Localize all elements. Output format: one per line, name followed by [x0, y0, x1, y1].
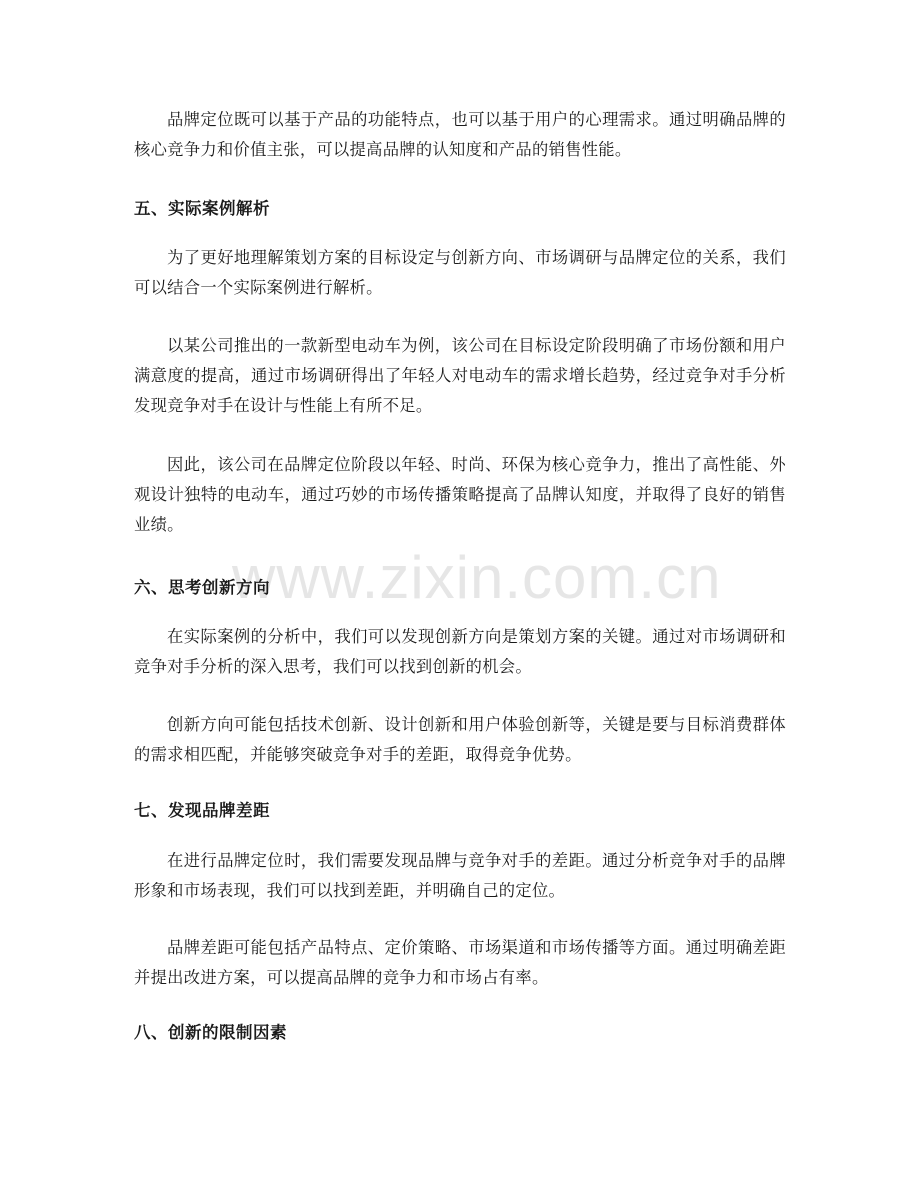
paragraph-case-result: 因此，该公司在品牌定位阶段以年轻、时尚、环保为核心竞争力，推出了高性能、外观设计独特的电动车，通过巧妙的市场传播策略提高了品牌认知度，并取得了良好的销售业绩。 [134, 455, 786, 534]
paragraph-innovation-key: 在实际案例的分析中，我们可以发现创新方向是策划方案的关键。通过对市场调研和竞争对手分析的深入思考，我们可以找到创新的机会。 [134, 627, 786, 676]
watermark: www.zixin.com.cn [232, 544, 722, 611]
section-heading-8: 八、创新的限制因素 [134, 1023, 287, 1042]
paragraph-brand-gap-types: 品牌差距可能包括产品特点、定价策略、市场渠道和市场传播等方面。通过明确差距并提出改进方案，可以提高品牌的竞争力和市场占有率。 [134, 938, 786, 987]
paragraph-brand-positioning: 品牌定位既可以基于产品的功能特点，也可以基于用户的心理需求。通过明确品牌的核心竞争力和价值主张，可以提高品牌的认知度和产品的销售性能。 [134, 110, 786, 159]
paragraph-brand-gap: 在进行品牌定位时，我们需要发现品牌与竞争对手的差距。通过分析竞争对手的品牌形象和市场表现，我们可以找到差距，并明确自己的定位。 [134, 851, 786, 900]
section-heading-7: 七、发现品牌差距 [134, 801, 270, 820]
section-heading-5: 五、实际案例解析 [134, 199, 270, 218]
paragraph-innovation-types: 创新方向可能包括技术创新、设计创新和用户体验创新等，关键是要与目标消费群体的需求相匹配，并能够突破竞争对手的差距，取得竞争优势。 [134, 715, 786, 764]
paragraph-case-example: 以某公司推出的一款新型电动车为例，该公司在目标设定阶段明确了市场份额和用户满意度的提高，通过市场调研得出了年轻人对电动车的需求增长趋势，经过竞争对手分析发现竞争对手在设计与性能上有所不足。 [134, 336, 786, 415]
paragraph-case-intro: 为了更好地理解策划方案的目标设定与创新方向、市场调研与品牌定位的关系，我们可以结合一个实际案例进行解析。 [134, 248, 786, 297]
section-heading-6: 六、思考创新方向 [134, 578, 270, 597]
